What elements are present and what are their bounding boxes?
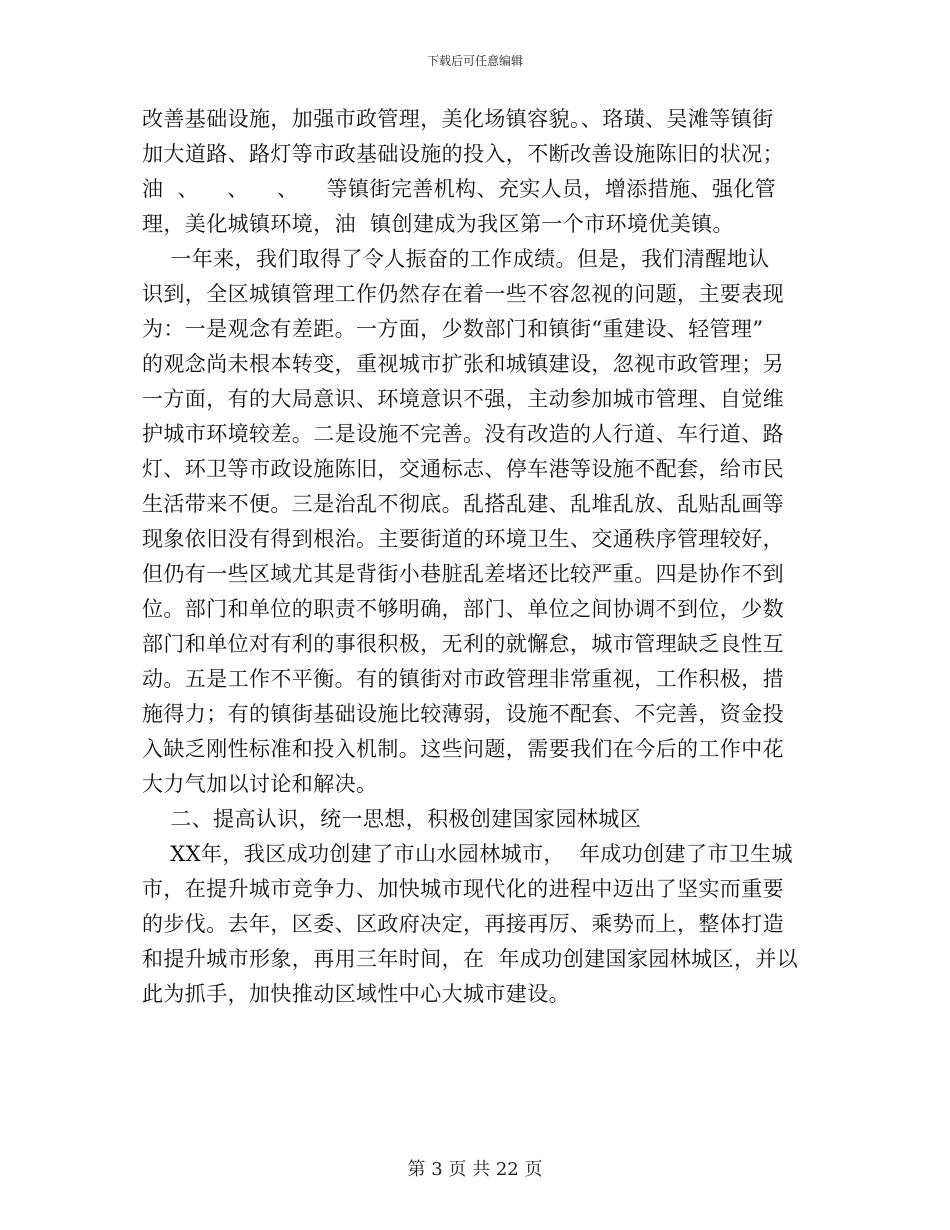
text-line-23: 市，在提升城市竞争力、加快城市现代化的进程中迈出了坚实而重要 [142,877,784,901]
page-number-footer: 第 3 页 共 22 页 [407,1159,543,1180]
text-line-11: 灯、环卫等市政设施陈旧，交通标志、停车港等设施不配套，给市民 [142,457,784,481]
text-line-9: 一方面，有的大局意识、环境意识不强，主动参加城市管理、自觉维 [142,387,784,411]
document-body [142,102,810,1012]
text-line-24: 的步伐。去年，区委、区政府决定，再接再厉、乘势而上，整体打造 [142,912,784,936]
text-line-7: 为：一是观念有差距。一方面，少数部门和镇街“重建设、轻管理” [142,317,764,341]
text-line-15: 位。部门和单位的职责不够明确，部门、单位之间协调不到位，少数 [142,597,784,621]
text-line-25: 和提升城市形象，再用三年时间，在 年成功创建国家园林城区，并以 [142,947,799,971]
section-heading: 二、提高认识，统一思想，积极创建国家园林城区 [142,807,642,831]
text-line-22: XX年，我区成功创建了市山水园林城市， 年成功创建了市卫生城 [142,842,793,866]
text-line-17: 动。五是工作不平衡。有的镇街对市政管理非常重视，工作积极，措 [142,667,784,691]
text-line-3: 油 、 、 、 等镇街完善机构、充实人员，增添措施、强化管 [142,177,777,201]
text-line-13: 现象依旧没有得到根治。主要街道的环境卫生、交通秩序管理较好， [142,527,784,551]
text-line-26: 此为抓手，加快推动区域性中心大城市建设。 [142,982,570,1006]
text-line-8: 的观念尚未根本转变，重视城市扩张和城镇建设，忽视市政管理；另 [142,352,784,376]
text-line-1: 改善基础设施，加强市政管理，美化场镇容貌。、珞璜、吴滩等镇街 [142,107,774,131]
text-line-10: 护城市环境较差。二是设施不完善。没有改造的人行道、车行道、路 [142,422,784,446]
text-line-5: 一年来，我们取得了令人振奋的工作成绩。但是，我们清醒地认 [142,247,770,271]
text-line-14: 但仍有一些区域尤其是背街小巷脏乱差堵还比较严重。四是协作不到 [142,562,784,586]
page-header: 下载后可任意编辑 [426,54,523,68]
text-line-2: 加大道路、路灯等市政基础设施的投入，不断改善设施陈旧的状况； [142,142,784,166]
text-line-19: 入缺乏刚性标准和投入机制。这些问题，需要我们在今后的工作中花 [142,737,784,761]
text-line-4: 理，美化城镇环境，油 镇创建成为我区第一个市环境优美镇。 [142,212,734,236]
text-line-18: 施得力；有的镇街基础设施比较薄弱，设施不配套、不完善，资金投 [142,702,784,726]
text-line-16: 部门和单位对有利的事很积极，无利的就懈怠，城市管理缺乏良性互 [142,632,784,656]
text-line-12: 生活带来不便。三是治乱不彻底。乱搭乱建、乱堆乱放、乱贴乱画等 [142,492,784,516]
text-line-20: 大力气加以讨论和解决。 [142,772,378,796]
text-line-6: 识到，全区城镇管理工作仍然存在着一些不容忽视的问题，主要表现 [142,282,784,306]
